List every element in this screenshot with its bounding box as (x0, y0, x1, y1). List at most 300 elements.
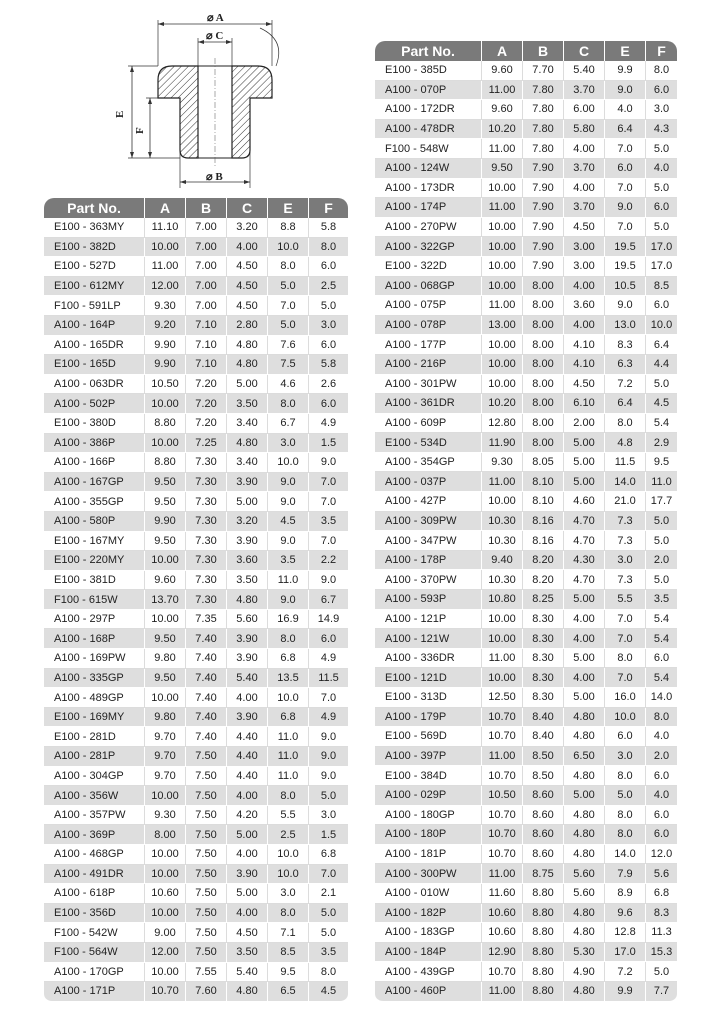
cell-f: 4.0 (646, 786, 677, 806)
cell-f: 15.3 (646, 943, 677, 963)
cell-b: 7.80 (523, 100, 564, 120)
cell-c: 4.80 (564, 727, 605, 747)
cell-part-no: A100 - 304GP (44, 767, 145, 787)
cell-f: 2.9 (646, 433, 677, 453)
dimension-c-label: ⌀ C (206, 30, 224, 42)
table-row (44, 806, 348, 826)
cell-f: 6.0 (646, 198, 677, 218)
cell-part-no: A100 - 164P (44, 316, 145, 336)
table-row (44, 982, 348, 1002)
table-row (375, 179, 677, 199)
cell-part-no: A100 - 354GP (375, 453, 482, 473)
cell-part-no: A100 - 010W (375, 884, 482, 904)
cell-part-no: A100 - 370PW (375, 570, 482, 590)
cell-part-no: A100 - 300PW (375, 864, 482, 884)
cell-f: 5.0 (646, 570, 677, 590)
table-row (375, 512, 677, 532)
parts-table-right (375, 41, 677, 1002)
table-row (375, 375, 677, 395)
cell-c: 3.70 (564, 81, 605, 101)
cell-a: 9.70 (145, 767, 186, 787)
cell-e: 8.8 (268, 218, 309, 238)
table-row (44, 277, 348, 297)
cell-f: 6.7 (309, 590, 348, 610)
cell-e: 7.5 (268, 355, 309, 375)
cell-f: 5.4 (646, 629, 677, 649)
cell-a: 9.30 (482, 453, 523, 473)
cell-part-no: A100 - 369P (44, 825, 145, 845)
cell-b: 8.80 (523, 904, 564, 924)
table-row (44, 218, 348, 238)
cell-a: 10.00 (145, 394, 186, 414)
cell-a: 10.70 (482, 708, 523, 728)
cell-e: 6.8 (268, 708, 309, 728)
table-row (375, 531, 677, 551)
table-row (44, 492, 348, 512)
cell-b: 8.60 (523, 825, 564, 845)
cell-c: 5.60 (227, 610, 268, 630)
cell-f: 6.0 (309, 394, 348, 414)
table-row (44, 473, 348, 493)
table-row (44, 963, 348, 983)
cell-a: 10.00 (482, 257, 523, 277)
table-row (44, 316, 348, 336)
cell-a: 10.00 (482, 237, 523, 257)
cell-a: 9.20 (145, 316, 186, 336)
cell-e: 16.9 (268, 610, 309, 630)
cell-c: 5.60 (564, 864, 605, 884)
table-row (375, 237, 677, 257)
cell-e: 7.3 (605, 570, 646, 590)
cell-c: 4.00 (227, 904, 268, 924)
cell-e: 8.0 (605, 649, 646, 669)
cell-part-no: A100 - 309PW (375, 512, 482, 532)
cell-b: 8.30 (523, 668, 564, 688)
cell-part-no: A100 - 068GP (375, 277, 482, 297)
cell-c: 4.80 (227, 982, 268, 1002)
cell-b: 7.50 (186, 845, 227, 865)
cell-c: 5.80 (564, 120, 605, 140)
cell-b: 8.00 (523, 335, 564, 355)
cell-a: 9.70 (145, 727, 186, 747)
cell-a: 10.70 (482, 845, 523, 865)
cell-part-no: A100 - 347PW (375, 531, 482, 551)
table-row (44, 532, 348, 552)
cell-part-no: E100 - 384D (375, 766, 482, 786)
table-row (44, 296, 348, 316)
cell-part-no: A100 - 037P (375, 472, 482, 492)
cell-e: 6.3 (605, 355, 646, 375)
cell-part-no: A100 - 355GP (44, 492, 145, 512)
cell-part-no: A100 - 478DR (375, 120, 482, 140)
cell-e: 7.0 (605, 629, 646, 649)
cell-c: 3.90 (227, 708, 268, 728)
cell-a: 10.70 (482, 766, 523, 786)
cell-b: 7.30 (186, 473, 227, 493)
cell-e: 7.3 (605, 512, 646, 532)
cell-b: 8.00 (523, 394, 564, 414)
table-row (44, 355, 348, 375)
cell-b: 7.30 (186, 453, 227, 473)
table-row (375, 845, 677, 865)
cell-e: 8.0 (268, 786, 309, 806)
cell-b: 7.10 (186, 336, 227, 356)
table-row (375, 864, 677, 884)
cell-a: 10.00 (145, 845, 186, 865)
cell-e: 6.4 (605, 120, 646, 140)
cell-part-no: A100 - 489GP (44, 688, 145, 708)
table-row (375, 394, 677, 414)
cell-f: 5.0 (309, 904, 348, 924)
table-row (375, 257, 677, 277)
cell-a: 11.60 (482, 884, 523, 904)
table-row (375, 335, 677, 355)
cell-e: 8.0 (268, 257, 309, 277)
cell-b: 7.90 (523, 237, 564, 257)
cell-b: 7.00 (186, 257, 227, 277)
header-f: F (646, 41, 677, 61)
cell-b: 8.40 (523, 708, 564, 728)
cell-e: 2.5 (268, 825, 309, 845)
cell-part-no: E100 - 534D (375, 433, 482, 453)
cell-b: 7.40 (186, 649, 227, 669)
cell-f: 6.0 (646, 296, 677, 316)
cell-e: 8.9 (605, 884, 646, 904)
cell-b: 7.30 (186, 492, 227, 512)
cell-part-no: A100 - 460P (375, 982, 482, 1002)
cell-e: 6.7 (268, 414, 309, 434)
cell-e: 13.0 (605, 316, 646, 336)
cell-b: 7.40 (186, 708, 227, 728)
cell-e: 9.9 (605, 982, 646, 1002)
table-row (375, 668, 677, 688)
cell-c: 4.00 (227, 238, 268, 258)
header-c: C (564, 41, 605, 61)
header-a: A (482, 41, 523, 61)
cell-c: 4.10 (564, 355, 605, 375)
cell-b: 8.30 (523, 649, 564, 669)
cell-a: 11.00 (482, 198, 523, 218)
cell-part-no: A100 - 179P (375, 708, 482, 728)
cell-part-no: E100 - 322D (375, 257, 482, 277)
cell-b: 7.90 (523, 218, 564, 238)
cell-a: 10.00 (482, 629, 523, 649)
cell-c: 5.60 (564, 884, 605, 904)
cell-a: 10.60 (482, 923, 523, 943)
cell-e: 5.0 (268, 277, 309, 297)
cell-f: 5.0 (646, 179, 677, 199)
cell-c: 4.70 (564, 570, 605, 590)
cell-a: 9.60 (482, 61, 523, 81)
cell-b: 7.50 (186, 767, 227, 787)
cell-f: 17.0 (646, 237, 677, 257)
cell-e: 11.0 (268, 571, 309, 591)
cell-f: 3.0 (309, 316, 348, 336)
cell-e: 4.0 (605, 100, 646, 120)
cell-part-no: A100 - 121W (375, 629, 482, 649)
cell-a: 10.00 (145, 904, 186, 924)
cell-a: 9.90 (145, 355, 186, 375)
cell-a: 13.00 (482, 316, 523, 336)
cell-a: 10.00 (482, 179, 523, 199)
cell-a: 10.30 (482, 512, 523, 532)
cell-b: 8.16 (523, 531, 564, 551)
table-row (44, 610, 348, 630)
cell-e: 3.0 (268, 434, 309, 454)
cell-c: 4.70 (564, 512, 605, 532)
table-row (375, 120, 677, 140)
cell-a: 8.80 (145, 414, 186, 434)
cell-part-no: E100 - 612MY (44, 277, 145, 297)
cell-a: 11.00 (482, 139, 523, 159)
table-row (44, 375, 348, 395)
cell-f: 6.0 (646, 806, 677, 826)
cell-c: 3.20 (227, 218, 268, 238)
cell-c: 5.00 (564, 433, 605, 453)
cell-c: 3.50 (227, 943, 268, 963)
cell-e: 7.9 (605, 864, 646, 884)
cell-e: 3.0 (605, 747, 646, 767)
cell-f: 14.0 (646, 688, 677, 708)
cell-a: 10.00 (482, 277, 523, 297)
cell-e: 7.0 (605, 139, 646, 159)
table-row (375, 649, 677, 669)
cell-b: 7.00 (186, 296, 227, 316)
cell-e: 13.5 (268, 669, 309, 689)
table-row (44, 669, 348, 689)
cell-b: 7.40 (186, 688, 227, 708)
cell-e: 14.0 (605, 845, 646, 865)
table-row (44, 786, 348, 806)
cell-part-no: A100 - 078P (375, 316, 482, 336)
cell-part-no: E100 - 356D (44, 904, 145, 924)
table-row (375, 277, 677, 297)
cell-a: 9.50 (145, 629, 186, 649)
table-row (44, 512, 348, 532)
cell-part-no: A100 - 075P (375, 296, 482, 316)
cell-b: 8.80 (523, 982, 564, 1002)
cell-c: 4.80 (227, 355, 268, 375)
cell-c: 4.80 (564, 766, 605, 786)
cell-c: 4.00 (564, 668, 605, 688)
cell-part-no: A100 - 502P (44, 394, 145, 414)
cell-a: 12.80 (482, 414, 523, 434)
cell-c: 4.50 (227, 296, 268, 316)
table-row (44, 727, 348, 747)
cell-e: 10.0 (268, 688, 309, 708)
cell-e: 9.9 (605, 61, 646, 81)
cell-f: 12.0 (646, 845, 677, 865)
cell-e: 7.0 (605, 218, 646, 238)
cell-b: 8.75 (523, 864, 564, 884)
cell-part-no: F100 - 564W (44, 943, 145, 963)
cell-f: 5.0 (309, 786, 348, 806)
cell-c: 4.00 (227, 845, 268, 865)
cell-c: 5.40 (227, 963, 268, 983)
dimension-a-label: ⌀ A (207, 12, 224, 24)
cell-e: 10.0 (605, 708, 646, 728)
cell-a: 8.80 (145, 453, 186, 473)
cell-f: 2.6 (309, 375, 348, 395)
cell-f: 8.0 (309, 238, 348, 258)
cell-b: 7.90 (523, 179, 564, 199)
cell-part-no: A100 - 165DR (44, 336, 145, 356)
cell-b: 8.60 (523, 845, 564, 865)
cell-b: 8.80 (523, 962, 564, 982)
cell-f: 8.5 (646, 277, 677, 297)
cell-f: 1.5 (309, 825, 348, 845)
cell-c: 4.50 (227, 277, 268, 297)
cell-a: 10.30 (482, 531, 523, 551)
cell-part-no: A100 - 216P (375, 355, 482, 375)
cell-c: 4.00 (227, 688, 268, 708)
cell-b: 7.40 (186, 629, 227, 649)
cell-c: 4.80 (564, 923, 605, 943)
cell-f: 9.0 (309, 747, 348, 767)
cell-a: 9.50 (145, 669, 186, 689)
cell-part-no: A100 - 357PW (44, 806, 145, 826)
cell-e: 7.2 (605, 962, 646, 982)
cell-part-no: E100 - 381D (44, 571, 145, 591)
cell-f: 5.8 (309, 355, 348, 375)
cell-c: 4.00 (564, 316, 605, 336)
cell-a: 9.80 (145, 649, 186, 669)
table-row (44, 708, 348, 728)
cell-part-no: A100 - 301PW (375, 375, 482, 395)
header-part-no: Part No. (375, 41, 482, 61)
table-row (375, 139, 677, 159)
cell-e: 7.2 (605, 375, 646, 395)
cell-part-no: A100 - 167GP (44, 473, 145, 493)
cell-f: 11.0 (646, 472, 677, 492)
cell-a: 11.10 (145, 218, 186, 238)
cell-c: 5.00 (227, 825, 268, 845)
cell-f: 4.0 (646, 727, 677, 747)
header-b: B (523, 41, 564, 61)
cell-a: 10.00 (482, 375, 523, 395)
cell-a: 10.20 (482, 394, 523, 414)
cell-f: 2.0 (646, 747, 677, 767)
cell-b: 8.10 (523, 492, 564, 512)
header-e: E (605, 41, 646, 61)
cell-e: 8.0 (268, 394, 309, 414)
cell-b: 7.50 (186, 884, 227, 904)
cell-a: 9.30 (145, 296, 186, 316)
table-row (375, 766, 677, 786)
cell-f: 2.5 (309, 277, 348, 297)
cell-b: 8.80 (523, 943, 564, 963)
cell-a: 9.60 (482, 100, 523, 120)
cell-c: 5.40 (564, 61, 605, 81)
cell-e: 4.8 (605, 433, 646, 453)
cell-c: 3.40 (227, 453, 268, 473)
cell-a: 10.70 (482, 962, 523, 982)
cell-part-no: A100 - 609P (375, 414, 482, 434)
cell-a: 10.00 (482, 668, 523, 688)
cell-e: 10.0 (268, 845, 309, 865)
table-row (375, 786, 677, 806)
cell-f: 5.0 (646, 375, 677, 395)
cell-e: 12.8 (605, 923, 646, 943)
table-row (375, 688, 677, 708)
table-row (44, 394, 348, 414)
cell-b: 8.00 (523, 375, 564, 395)
cell-b: 7.90 (523, 159, 564, 179)
cell-a: 10.00 (145, 610, 186, 630)
cell-f: 6.0 (309, 257, 348, 277)
cell-f: 6.0 (646, 649, 677, 669)
cell-c: 3.50 (227, 394, 268, 414)
cell-c: 3.90 (227, 473, 268, 493)
cell-part-no: A100 - 270PW (375, 218, 482, 238)
dimension-f-label: F (134, 127, 146, 134)
table-row (44, 865, 348, 885)
cell-f: 5.4 (646, 668, 677, 688)
cell-b: 7.50 (186, 825, 227, 845)
table-row (44, 943, 348, 963)
cell-b: 7.30 (186, 512, 227, 532)
cell-e: 8.0 (605, 806, 646, 826)
cell-f: 5.0 (646, 512, 677, 532)
cell-e: 5.5 (268, 806, 309, 826)
table-row (44, 238, 348, 258)
cell-f: 5.4 (646, 610, 677, 630)
cell-a: 10.80 (482, 590, 523, 610)
cell-f: 6.0 (309, 336, 348, 356)
cell-c: 3.90 (227, 629, 268, 649)
cell-f: 7.0 (309, 865, 348, 885)
cell-f: 5.8 (309, 218, 348, 238)
cell-e: 9.6 (605, 904, 646, 924)
cell-e: 9.0 (268, 532, 309, 552)
cell-f: 9.0 (309, 767, 348, 787)
cell-e: 3.5 (268, 551, 309, 571)
cell-a: 12.00 (145, 277, 186, 297)
cell-f: 3.0 (646, 100, 677, 120)
cell-part-no: A100 - 171P (44, 982, 145, 1002)
cell-part-no: A100 - 580P (44, 512, 145, 532)
cell-b: 7.40 (186, 727, 227, 747)
cell-f: 1.5 (309, 434, 348, 454)
cell-a: 10.00 (482, 218, 523, 238)
cell-b: 7.20 (186, 375, 227, 395)
cell-part-no: A100 - 170GP (44, 963, 145, 983)
cell-e: 10.0 (268, 238, 309, 258)
cell-a: 9.50 (145, 492, 186, 512)
cell-b: 8.00 (523, 414, 564, 434)
cell-e: 8.0 (605, 766, 646, 786)
cell-b: 7.90 (523, 198, 564, 218)
table-row (44, 904, 348, 924)
cell-e: 21.0 (605, 492, 646, 512)
cell-b: 7.35 (186, 610, 227, 630)
cell-b: 8.10 (523, 472, 564, 492)
cell-b: 8.20 (523, 570, 564, 590)
cell-c: 4.00 (564, 610, 605, 630)
cell-b: 8.60 (523, 806, 564, 826)
table-row (44, 551, 348, 571)
cell-e: 8.0 (268, 629, 309, 649)
cell-part-no: E100 - 220MY (44, 551, 145, 571)
cell-f: 5.0 (646, 139, 677, 159)
cell-b: 7.50 (186, 904, 227, 924)
cell-e: 8.0 (268, 904, 309, 924)
cell-a: 9.90 (145, 512, 186, 532)
cell-part-no: A100 - 336DR (375, 649, 482, 669)
cell-part-no: A100 - 182P (375, 904, 482, 924)
cell-a: 9.50 (145, 532, 186, 552)
cell-e: 17.0 (605, 943, 646, 963)
